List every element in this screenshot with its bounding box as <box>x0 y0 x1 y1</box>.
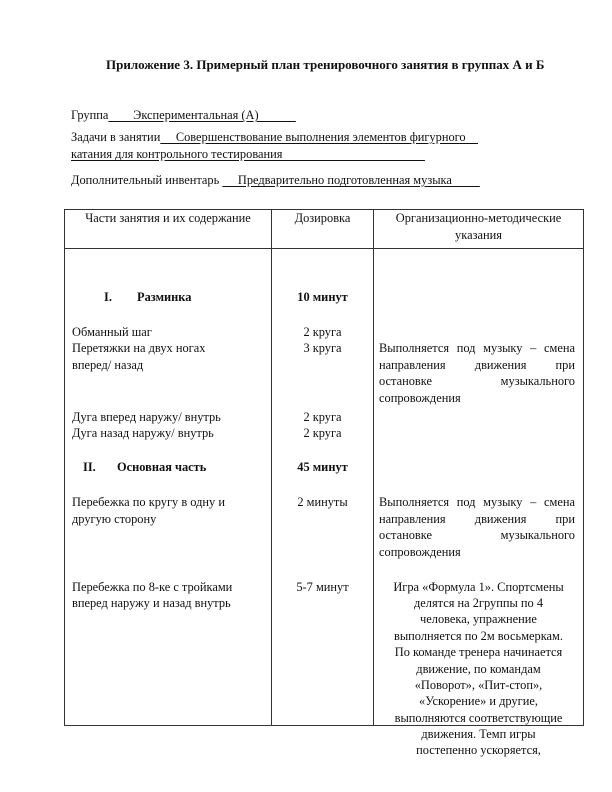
section-title: Разминка <box>137 290 192 304</box>
header-dosage: Дозировка <box>272 210 374 249</box>
exercise-name: Обманный шаг <box>72 325 152 339</box>
tasks-line-2 <box>71 147 425 162</box>
inventory-label: Дополнительный инвентарь <box>71 173 220 187</box>
header-methodical-notes: Организационно-методические указания <box>374 210 584 249</box>
game-note-line: движения. Темп игры <box>421 727 536 741</box>
section-dosage: 10 минут <box>297 290 348 304</box>
game-note-line: выполняется по 2м восьмеркам. <box>394 629 563 643</box>
game-note-line: постепенно ускоряется, <box>416 743 541 757</box>
exercise-name: Перебежка по 8-ке с тройками <box>72 580 233 594</box>
header-parts: Части занятия и их содержание <box>65 210 272 249</box>
tasks-label: Задачи в занятии <box>71 130 161 144</box>
exercise-name: вперед/ назад <box>72 358 144 372</box>
exercise-name: Перетяжки на двух ногах <box>72 341 206 355</box>
music-note: Выполняется под музыку – смена направления движения при остановке музыкального сопровождения <box>379 495 575 559</box>
table-body-row <box>65 249 584 726</box>
section-number: II. <box>83 460 96 474</box>
game-note-line: Игра «Формула 1». Спортсмены <box>393 580 564 594</box>
game-note-line: «Ускорение» и другие, <box>419 694 538 708</box>
section-dosage: 45 минут <box>297 460 348 474</box>
table-header-row <box>65 210 584 249</box>
section-number: I. <box>104 290 112 304</box>
tasks-value-line2: катания для контрольного тестирования <box>71 147 425 161</box>
game-note-line: движение, по командам <box>416 662 541 676</box>
exercise-name: Дуга вперед наружу/ внутрь <box>72 410 221 424</box>
tasks-value-line1: Совершенствование выполнения элементов фигурного <box>160 130 479 144</box>
exercise-name: Перебежка по кругу в одну и <box>72 495 225 509</box>
inventory-line <box>71 173 480 188</box>
exercise-dosage: 2 круга <box>303 325 342 339</box>
music-note: Выполняется под музыку – смена направления движения при остановке музыкального сопровождения <box>379 341 575 405</box>
exercise-dosage: 2 минуты <box>297 495 348 509</box>
group-value: Экспериментальная (А) <box>108 108 296 122</box>
game-note-line: «Поворот», «Пит-стоп», <box>414 678 543 692</box>
game-note-line: выполняются соответствующие <box>394 711 563 725</box>
exercise-dosage: 3 круга <box>303 341 342 355</box>
notes-column <box>374 249 584 757</box>
dosage-column <box>272 249 374 726</box>
exercise-name: вперед наружу и назад внутрь <box>72 596 231 610</box>
page-title: Приложение 3. Примерный план тренировочного занятия в группах А и Б <box>106 57 545 72</box>
exercise-name: Дуга назад наружу/ внутрь <box>72 426 214 440</box>
game-note-line: По команде тренера начинается <box>394 645 563 659</box>
training-plan-table <box>64 209 584 757</box>
group-label: Группа <box>71 108 109 122</box>
game-note-line: делятся на 2группы по 4 <box>413 596 544 610</box>
group-line <box>71 108 296 123</box>
section-title: Основная часть <box>117 460 207 474</box>
game-note-line: человека, упражнение <box>420 612 537 626</box>
exercise-dosage: 2 круга <box>303 426 342 440</box>
parts-column <box>65 249 272 726</box>
exercise-dosage: 2 круга <box>303 410 342 424</box>
exercise-name: другую сторону <box>72 512 157 526</box>
tasks-line <box>71 130 478 145</box>
inventory-value: Предварительно подготовленная музыка <box>222 173 480 187</box>
exercise-dosage: 5-7 минут <box>296 580 349 594</box>
